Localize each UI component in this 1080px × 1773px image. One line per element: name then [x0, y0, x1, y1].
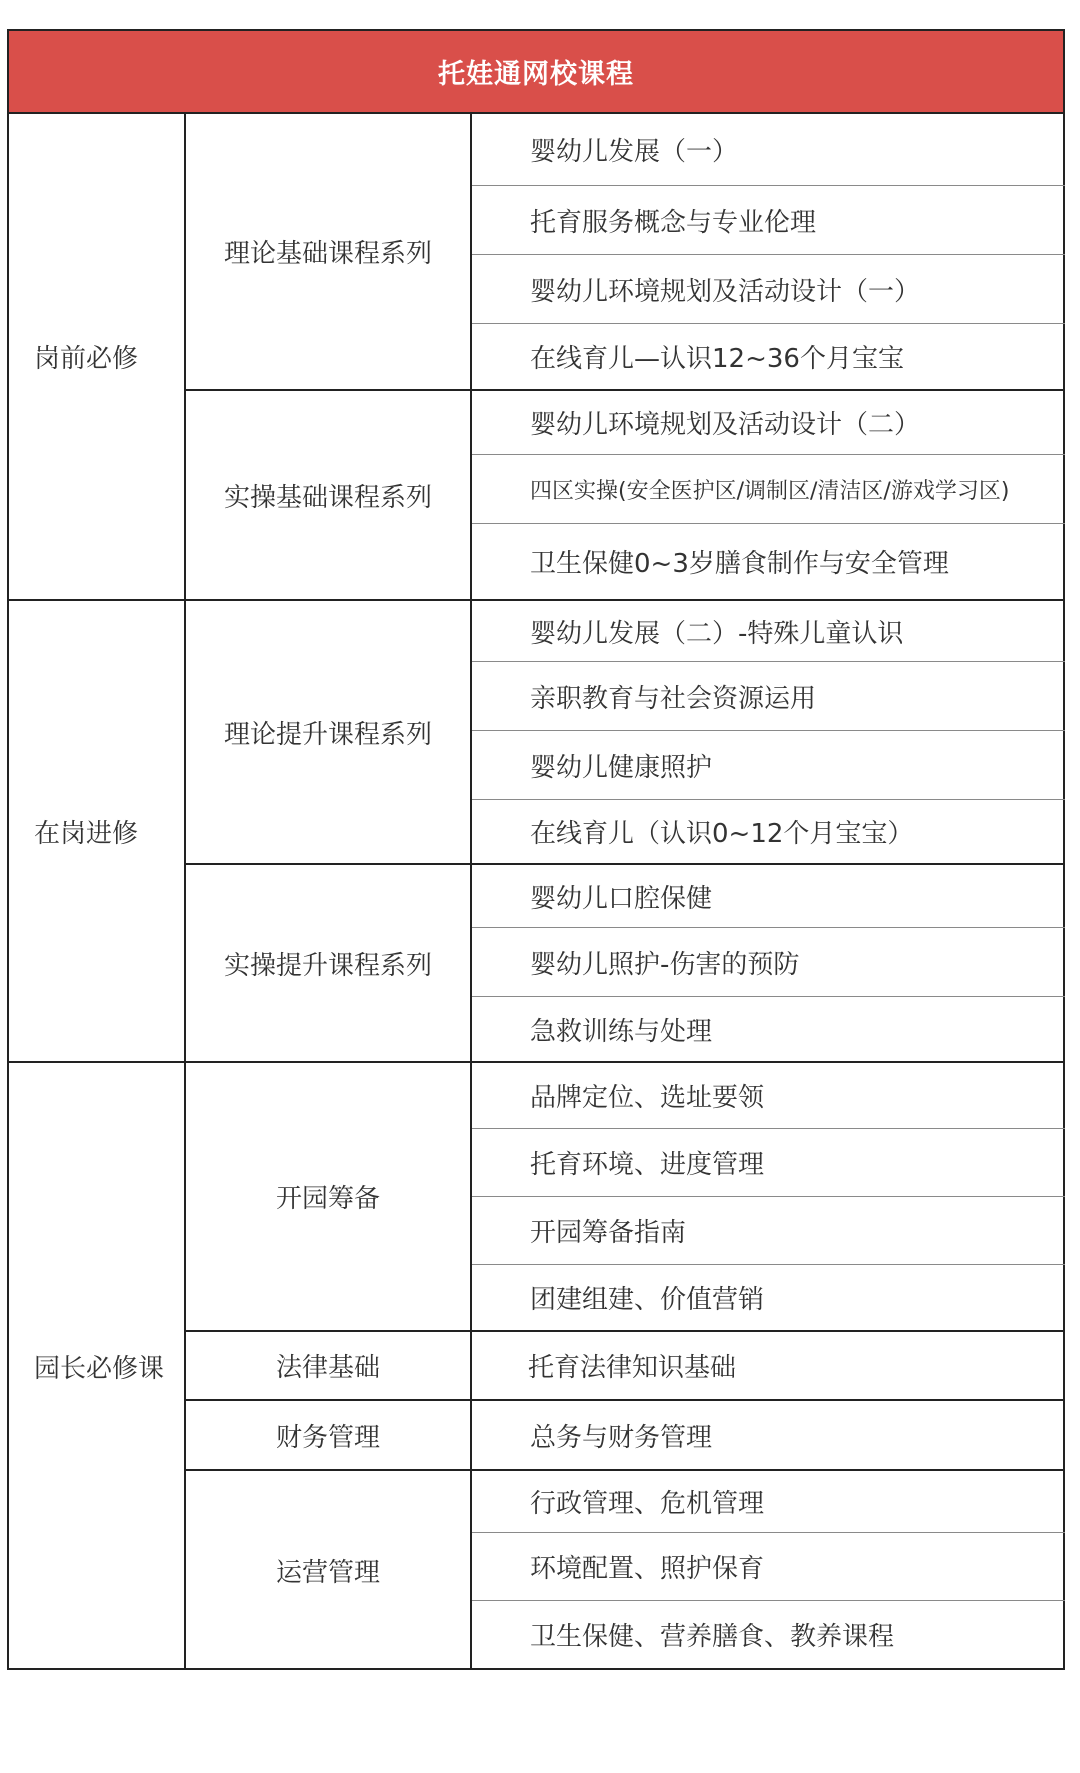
course-item: 在线育儿（认识0~12个月宝宝） [530, 819, 914, 849]
series-label: 理论提升课程系列 [223, 719, 432, 750]
course-item: 开园筹备指南 [530, 1218, 687, 1248]
category-label: 在岗进修 [34, 818, 139, 849]
series-label: 理论基础课程系列 [223, 239, 432, 269]
course-item: 婴幼儿环境规划及活动设计（一） [530, 276, 921, 307]
course-item: 在线育儿—认识12~36个月宝宝 [530, 344, 904, 374]
series-label: 实操提升课程系列 [223, 950, 432, 981]
table-header [7, 29, 1065, 114]
course-item: 托育法律知识基础 [528, 1353, 737, 1383]
series-label: 开园筹备 [275, 1184, 380, 1214]
course-item: 婴幼儿发展（一） [530, 137, 739, 167]
course-item: 亲职教育与社会资源运用 [530, 683, 817, 714]
course-item: 婴幼儿环境规划及活动设计（二） [530, 410, 921, 440]
table-title: 托娃通网校课程 [438, 59, 634, 90]
course-item: 托育环境、进度管理 [530, 1150, 765, 1180]
series-label: 法律基础 [275, 1353, 380, 1383]
course-item: 品牌定位、选址要领 [530, 1083, 765, 1113]
course-item: 婴幼儿发展（二）-特殊儿童认识 [530, 618, 904, 649]
course-item: 婴幼儿健康照护 [530, 752, 713, 783]
course-item: 环境配置、照护保育 [530, 1554, 765, 1584]
divider-col-2 [470, 114, 472, 1670]
series-label: 财务管理 [275, 1422, 380, 1453]
course-item: 托育服务概念与专业伦理 [530, 207, 817, 238]
course-item: 行政管理、危机管理 [530, 1489, 765, 1519]
course-item: 团建组建、价值营销 [530, 1285, 765, 1315]
course-item: 婴幼儿口腔保健 [530, 883, 713, 914]
series-label: 运营管理 [275, 1558, 380, 1588]
category-label: 园长必修课 [34, 1354, 165, 1384]
course-item: 总务与财务管理 [530, 1422, 713, 1453]
series-label: 实操基础课程系列 [223, 482, 432, 513]
category-label: 岗前必修 [34, 344, 139, 374]
course-item: 婴幼儿照护-伤害的预防 [530, 949, 800, 980]
course-item: 卫生保健0~3岁膳食制作与安全管理 [530, 549, 949, 579]
course-item: 卫生保健、营养膳食、教养课程 [530, 1622, 895, 1652]
course-item: 四区实操(安全医护区/调制区/清洁区/游戏学习区) [530, 478, 1010, 504]
course-item: 急救训练与处理 [530, 1016, 713, 1047]
